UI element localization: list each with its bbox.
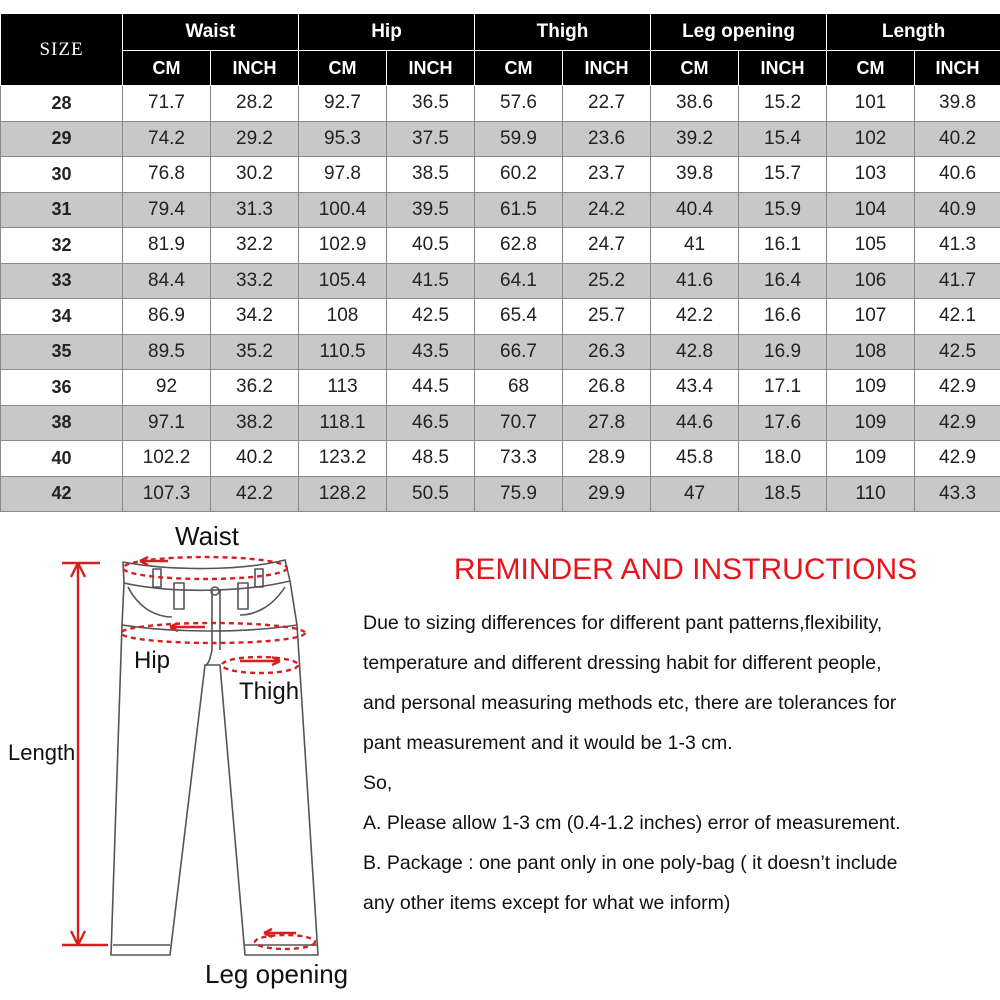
length-cm-cell: 106 [827,263,915,299]
thigh-cm-cell: 66.7 [475,334,563,370]
reminder-line: Due to sizing differences for different pant patterns,flexibility, [363,612,883,634]
unit-header-cm: CM [651,51,739,86]
table-row [1,263,1000,299]
length-cm-cell: 103 [827,157,915,193]
size-cell: 36 [1,370,123,406]
leg-opening-cm-cell: 40.4 [651,192,739,228]
size-cell: 34 [1,299,123,335]
thigh-inch-cell: 26.3 [563,334,651,370]
reminder-line: any other items except for what we inform) [363,892,731,914]
reminder-line: A. Please allow 1-3 cm (0.4-1.2 inches) error of measurement. [363,812,901,834]
leg-opening-cm-cell: 39.2 [651,121,739,157]
size-cell: 29 [1,121,123,157]
leg-opening-inch-cell: 15.7 [739,157,827,193]
waist-inch-cell: 29.2 [211,121,299,157]
thigh-inch-cell: 24.7 [563,228,651,264]
thigh-cm-cell: 59.9 [475,121,563,157]
table-row [1,441,1000,477]
unit-header-inch: INCH [739,51,827,86]
reminder-title: REMINDER AND INSTRUCTIONS [453,553,918,586]
length-inch-cell: 40.9 [915,192,1000,228]
size-cell: 30 [1,157,123,193]
thigh-cm-cell: 75.9 [475,476,563,512]
length-inch-cell: 39.8 [915,86,1000,122]
hip-inch-cell: 39.5 [387,192,475,228]
length-cm-cell: 110 [827,476,915,512]
thigh-inch-cell: 29.9 [563,476,651,512]
thigh-cm-cell: 70.7 [475,405,563,441]
length-header: Length [827,14,1000,51]
waist-cm-cell: 102.2 [123,441,211,477]
length-inch-cell: 42.1 [915,299,1000,335]
leg-opening-cm-cell: 42.2 [651,299,739,335]
leg-opening-cm-cell: 44.6 [651,405,739,441]
unit-header-cm: CM [123,51,211,86]
waist-cm-cell: 74.2 [123,121,211,157]
size-cell: 35 [1,334,123,370]
thigh-cm-cell: 65.4 [475,299,563,335]
waist-inch-cell: 30.2 [211,157,299,193]
thigh-inch-cell: 24.2 [563,192,651,228]
hip-cm-cell: 95.3 [299,121,387,157]
leg-opening-inch-cell: 15.9 [739,192,827,228]
waist-label: Waist [175,521,240,551]
leg-opening-inch-cell: 18.5 [739,476,827,512]
table-row [1,405,1000,441]
table-row [1,228,1000,264]
thigh-cm-cell: 62.8 [475,228,563,264]
length-inch-cell: 41.3 [915,228,1000,264]
waist-cm-cell: 97.1 [123,405,211,441]
waist-inch-cell: 28.2 [211,86,299,122]
waist-cm-cell: 89.5 [123,334,211,370]
thigh-cm-cell: 73.3 [475,441,563,477]
table-row [1,299,1000,335]
length-cm-cell: 109 [827,370,915,406]
leg-opening-inch-cell: 16.1 [739,228,827,264]
hip-cm-cell: 113 [299,370,387,406]
pants-outline-icon [111,560,318,955]
hip-cm-cell: 102.9 [299,228,387,264]
length-inch-cell: 42.5 [915,334,1000,370]
table-row [1,476,1000,512]
table-row [1,157,1000,193]
table-row [1,334,1000,370]
length-inch-cell: 40.6 [915,157,1000,193]
thigh-inch-cell: 28.9 [563,441,651,477]
waist-cm-cell: 79.4 [123,192,211,228]
length-inch-cell: 40.2 [915,121,1000,157]
reminder-line: B. Package : one pant only in one poly-bag ( it doesn’t include [363,852,898,874]
thigh-inch-cell: 23.6 [563,121,651,157]
unit-header-cm: CM [475,51,563,86]
thigh-cm-cell: 64.1 [475,263,563,299]
leg-opening-cm-cell: 42.8 [651,334,739,370]
length-cm-cell: 105 [827,228,915,264]
hip-inch-cell: 50.5 [387,476,475,512]
hip-inch-cell: 48.5 [387,441,475,477]
size-header: SIZE [1,14,123,86]
size-cell: 28 [1,86,123,122]
length-cm-cell: 104 [827,192,915,228]
thigh-cm-cell: 60.2 [475,157,563,193]
hip-cm-cell: 110.5 [299,334,387,370]
size-cell: 33 [1,263,123,299]
hip-cm-cell: 123.2 [299,441,387,477]
hip-cm-cell: 97.8 [299,157,387,193]
leg-opening-label: Leg opening [205,959,349,989]
leg-opening-cm-cell: 43.4 [651,370,739,406]
waist-cm-cell: 76.8 [123,157,211,193]
waist-inch-cell: 33.2 [211,263,299,299]
hip-inch-cell: 44.5 [387,370,475,406]
hip-header: Hip [299,14,475,51]
waist-cm-cell: 92 [123,370,211,406]
hip-inch-cell: 43.5 [387,334,475,370]
size-cell: 42 [1,476,123,512]
waist-cm-cell: 71.7 [123,86,211,122]
waist-inch-cell: 42.2 [211,476,299,512]
hip-cm-cell: 118.1 [299,405,387,441]
unit-header-inch: INCH [563,51,651,86]
reminder-line: temperature and different dressing habit for different people, [363,652,882,674]
waist-inch-cell: 35.2 [211,334,299,370]
waist-header: Waist [123,14,299,51]
reminder-section [363,553,998,923]
pants-diagram [0,515,360,1000]
length-cm-cell: 102 [827,121,915,157]
length-inch-cell: 43.3 [915,476,1000,512]
size-cell: 38 [1,405,123,441]
hip-inch-cell: 40.5 [387,228,475,264]
waist-inch-cell: 38.2 [211,405,299,441]
hip-inch-cell: 37.5 [387,121,475,157]
table-row [1,121,1000,157]
thigh-inch-cell: 25.2 [563,263,651,299]
length-inch-cell: 42.9 [915,370,1000,406]
hip-label: Hip [134,647,171,674]
waist-inch-cell: 36.2 [211,370,299,406]
leg-opening-cm-cell: 47 [651,476,739,512]
table-row [1,192,1000,228]
leg-opening-inch-cell: 17.6 [739,405,827,441]
leg-opening-inch-cell: 16.9 [739,334,827,370]
size-rows [1,86,1000,512]
table-row [1,370,1000,406]
leg-opening-inch-cell: 17.1 [739,370,827,406]
reminder-line: and personal measuring methods etc, there are tolerances for [363,692,897,714]
waist-inch-cell: 40.2 [211,441,299,477]
thigh-cm-cell: 61.5 [475,192,563,228]
hip-inch-cell: 46.5 [387,405,475,441]
leg-opening-inch-cell: 15.2 [739,86,827,122]
size-chart-table [0,13,1000,512]
reminder-line: So, [363,772,393,794]
reminder-line: pant measurement and it would be 1-3 cm. [363,732,733,754]
leg-opening-cm-cell: 41 [651,228,739,264]
hip-cm-cell: 108 [299,299,387,335]
leg-opening-cm-cell: 41.6 [651,263,739,299]
leg-opening-inch-cell: 15.4 [739,121,827,157]
waist-inch-cell: 31.3 [211,192,299,228]
thigh-cm-cell: 68 [475,370,563,406]
size-cell: 31 [1,192,123,228]
length-cm-cell: 108 [827,334,915,370]
thigh-inch-cell: 26.8 [563,370,651,406]
hip-cm-cell: 105.4 [299,263,387,299]
unit-header-inch: INCH [387,51,475,86]
hip-cm-cell: 128.2 [299,476,387,512]
length-cm-cell: 101 [827,86,915,122]
leg-opening-measure-line [255,935,315,949]
thigh-label: Thigh [239,678,300,705]
leg-opening-inch-cell: 16.6 [739,299,827,335]
length-inch-cell: 42.9 [915,405,1000,441]
hip-inch-cell: 42.5 [387,299,475,335]
thigh-inch-cell: 22.7 [563,86,651,122]
hip-cm-cell: 92.7 [299,86,387,122]
length-inch-cell: 41.7 [915,263,1000,299]
unit-header-inch: INCH [915,51,1000,86]
hip-inch-cell: 38.5 [387,157,475,193]
thigh-measure-line [222,657,298,673]
size-cell: 32 [1,228,123,264]
leg-opening-header: Leg opening [651,14,827,51]
unit-header-cm: CM [827,51,915,86]
unit-header-inch: INCH [211,51,299,86]
waist-cm-cell: 81.9 [123,228,211,264]
length-cm-cell: 109 [827,441,915,477]
length-inch-cell: 42.9 [915,441,1000,477]
unit-header-cm: CM [299,51,387,86]
thigh-inch-cell: 25.7 [563,299,651,335]
thigh-inch-cell: 27.8 [563,405,651,441]
leg-opening-inch-cell: 16.4 [739,263,827,299]
leg-opening-cm-cell: 38.6 [651,86,739,122]
waist-cm-cell: 86.9 [123,299,211,335]
hip-inch-cell: 36.5 [387,86,475,122]
thigh-header: Thigh [475,14,651,51]
thigh-arrow-icon [240,657,280,665]
waist-cm-cell: 107.3 [123,476,211,512]
size-cell: 40 [1,441,123,477]
length-label: Length [8,740,76,765]
thigh-cm-cell: 57.6 [475,86,563,122]
table-row [1,86,1000,122]
waist-inch-cell: 34.2 [211,299,299,335]
leg-opening-cm-cell: 39.8 [651,157,739,193]
waist-cm-cell: 84.4 [123,263,211,299]
thigh-inch-cell: 23.7 [563,157,651,193]
hip-measure-line [121,623,305,643]
length-cm-cell: 109 [827,405,915,441]
length-cm-cell: 107 [827,299,915,335]
leg-opening-inch-cell: 18.0 [739,441,827,477]
waist-inch-cell: 32.2 [211,228,299,264]
hip-inch-cell: 41.5 [387,263,475,299]
hip-cm-cell: 100.4 [299,192,387,228]
leg-opening-cm-cell: 45.8 [651,441,739,477]
